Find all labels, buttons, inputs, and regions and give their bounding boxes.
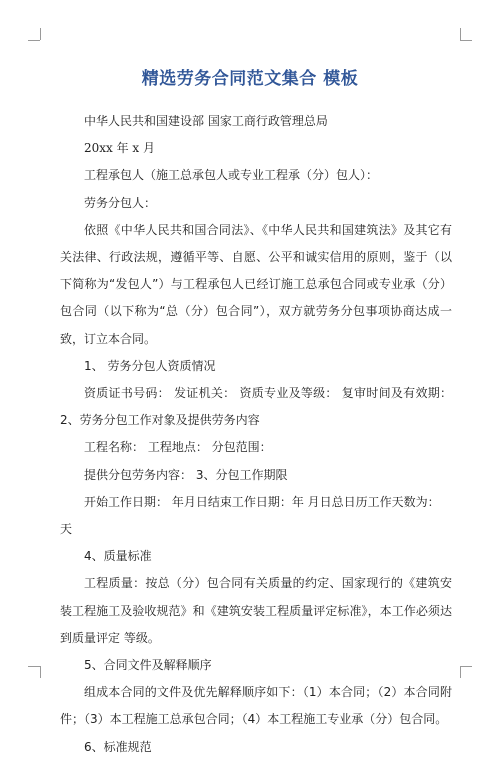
crop-mark-top-right-v xyxy=(460,28,461,40)
contractor-line: 工程承包人（施工总承包人或专业工程承（分）包人）： xyxy=(84,168,379,183)
crop-mark-top-left-h xyxy=(28,40,40,41)
contract-documents-paragraph: 组成本合同的文件及优先解释顺序如下：（1）本合同；（2）本合同附件；（3）本工程施工总承包合同；（4）本工程施工专业承（分）包合同。 xyxy=(60,685,452,727)
project-info-line: 工程名称： 工程地点： 分包范围： xyxy=(84,440,272,455)
quality-paragraph: 工程质量：按总（分）包合同有关质量的约定、国家现行的《建筑安装工程施工及验收规范》和《建筑安装工程质量评定标准》，本工作必须达到质量评定 等级。 xyxy=(60,576,452,645)
crop-mark-bottom-left-v xyxy=(40,666,41,678)
crop-mark-top-right-h xyxy=(460,40,472,41)
subcontractor-line: 劳务分包人： xyxy=(84,195,157,210)
document-body xyxy=(60,108,452,761)
section-heading-4: 4、质量标准 xyxy=(84,549,152,564)
section-heading-5: 5、合同文件及解释顺序 xyxy=(84,658,212,673)
section-heading-6: 6、标准规范 xyxy=(84,739,152,754)
issuer-line: 中华人民共和国建设部 国家工商行政管理总局 xyxy=(84,114,328,128)
document-title: 精选劳务合同范文集合 模板 xyxy=(141,69,359,89)
preamble-paragraph: 依照《中华人民共和国合同法》、《中华人民共和国建筑法》及其它有关法律、行政法规，遵循平等、自愿、公平和诚实信用的原则，鉴于（以下简称为“发包人”）与工程承包人已经订施工总承包合同或专业承（分）包合同（以下称为“总（分）包合同”），双方就劳务分包事项协商达成一致，订立本合同。 xyxy=(60,222,452,346)
labor-content-line: 提供分包劳务内容： 3、分包工作期限 xyxy=(84,467,288,482)
crop-mark-bottom-right-v xyxy=(460,666,461,678)
crop-mark-bottom-left-h xyxy=(28,666,40,667)
crop-mark-bottom-right-h xyxy=(460,666,472,667)
section-heading-1: 1、 劳务分包人资质情况 xyxy=(84,358,216,373)
crop-mark-top-left-v xyxy=(40,28,41,40)
work-period-line: 开始工作日期： 年月日结束工作日期：年 月日总日历工作天数为： 天 xyxy=(60,494,440,537)
date-line: 20xx 年 x 月 xyxy=(84,141,156,156)
qualification-paragraph: 资质证书号码： 发证机关： 资质专业及等级： 复审时间及有效期：2、劳务分包工作对象及提供劳务内容 xyxy=(60,386,452,428)
